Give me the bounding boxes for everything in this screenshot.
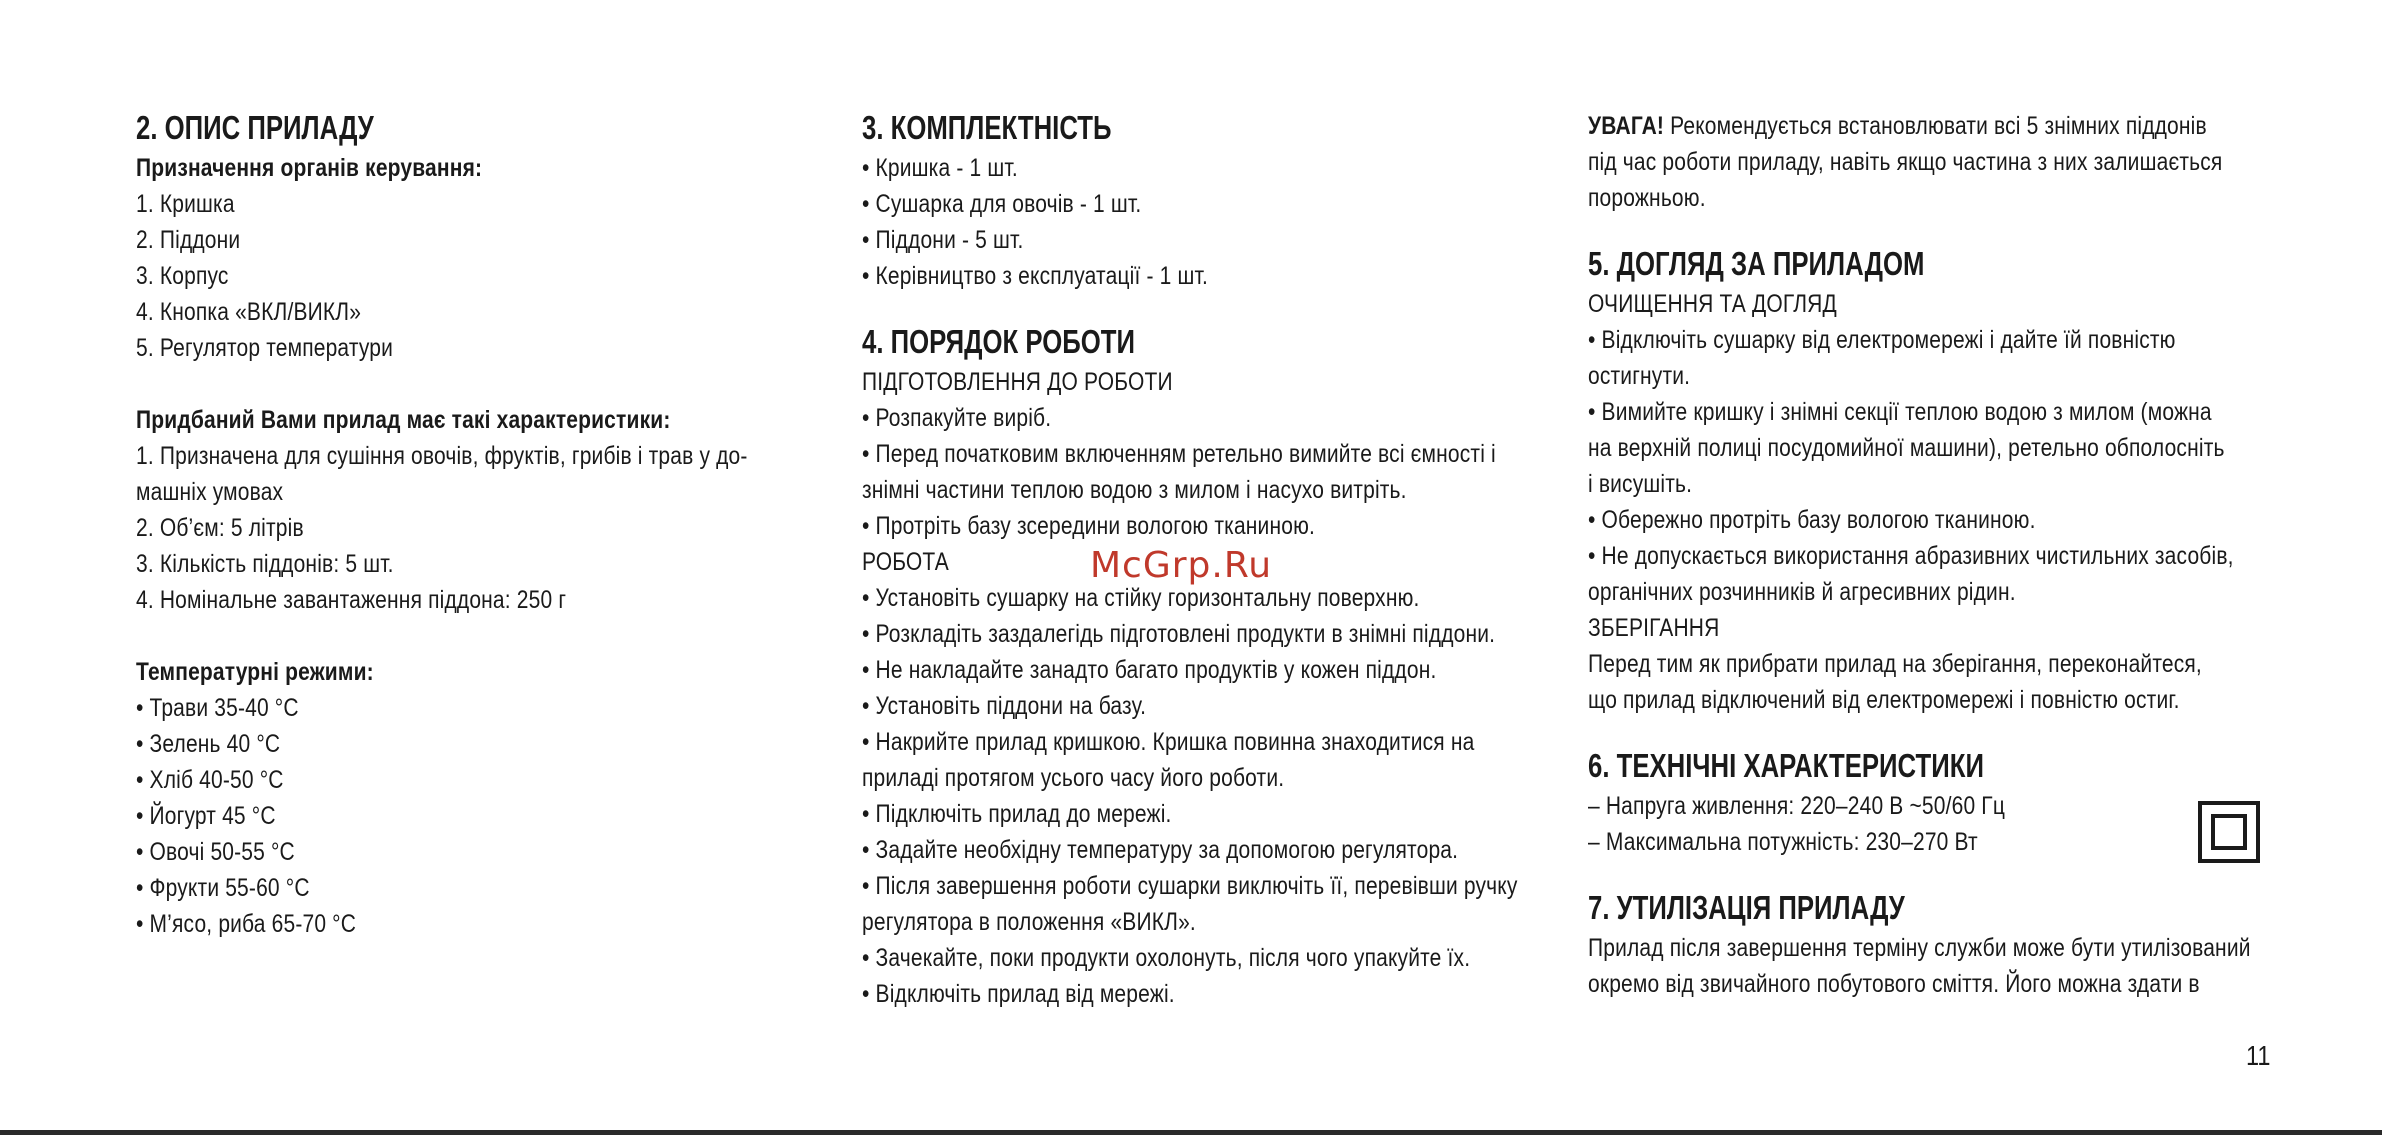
controls-item: 2. Піддони <box>136 226 241 254</box>
kit-item: • Сушарка для овочів - 1 шт. <box>862 190 1142 218</box>
controls-item: 1. Кришка <box>136 190 235 218</box>
section-6-title: 6. ТЕХНІЧНІ ХАРАКТЕРИСТИКИ <box>1588 747 1984 784</box>
specs-line: 4. Номінальне завантаження піддона: 250 г <box>136 586 567 614</box>
warning-text: Рекомендується встановлювати всі 5 знімних піддонів <box>1664 112 2207 140</box>
work-line: приладі протягом усього часу його роботи. <box>862 764 1285 792</box>
prep-line: • Розпакуйте виріб. <box>862 404 1052 432</box>
specs-line: 3. Кількість піддонів: 5 шт. <box>136 550 394 578</box>
warning-line: порожньою. <box>1588 184 1706 212</box>
work-line: • Накрийте прилад кришкою. Кришка повинна знаходитися на <box>862 728 1475 756</box>
care-line: • Обережно протріть базу вологою тканиною. <box>1588 506 2036 534</box>
section-2-title: 2. ОПИС ПРИЛАДУ <box>136 109 374 146</box>
care-line: органічних розчинників й агресивних рідин. <box>1588 578 2016 606</box>
work-line: • Розкладіть заздалегідь підготовлені продукти в знімні піддони. <box>862 620 1496 648</box>
tech-line: – Максимальна потужність: 230–270 Вт <box>1588 828 1978 856</box>
work-line: • Установіть піддони на базу. <box>862 692 1147 720</box>
controls-item: 5. Регулятор температури <box>136 334 394 362</box>
storage-line: Перед тим як прибрати прилад на зберігання, переконайтеся, <box>1588 650 2202 678</box>
care-line: • Вимийте кришку і знімні секції теплою водою з милом (можна <box>1588 398 2212 426</box>
storage-heading: ЗБЕРІГАННЯ <box>1588 614 1720 642</box>
controls-heading: Призначення органів керування: <box>136 154 483 182</box>
temps-item: • М’ясо, риба 65-70 °C <box>136 910 357 938</box>
double-square-class-ii-icon <box>2198 801 2260 863</box>
column-3 <box>1588 108 2268 1002</box>
section-3-title: 3. КОМПЛЕКТНІСТЬ <box>862 109 1112 146</box>
temps-item: • Хліб 40-50 °C <box>136 766 284 794</box>
kit-item: • Керівництво з експлуатації - 1 шт. <box>862 262 1208 290</box>
care-line: • Відключіть сушарку від електромережі і дайте їй повністю <box>1588 326 2176 354</box>
work-line: • Відключіть прилад від мережі. <box>862 980 1175 1008</box>
watermark: McGrp.Ru <box>1090 545 1273 586</box>
care-line: на верхній полиці посудомийної машини), ретельно обполосніть <box>1588 434 2225 462</box>
prep-line: знімні частини теплою водою з милом і насухо витріть. <box>862 476 1407 504</box>
page-number: 11 <box>2246 1040 2271 1071</box>
bottom-border <box>0 1130 2382 1135</box>
work-line: • Задайте необхідну температуру за допомогою регулятора. <box>862 836 1459 864</box>
kit-item: • Кришка - 1 шт. <box>862 154 1018 182</box>
specs-line: машніх умовах <box>136 478 284 506</box>
section-4-title: 4. ПОРЯДОК РОБОТИ <box>862 323 1135 360</box>
temps-item: • Овочі 50-55 °C <box>136 838 295 866</box>
controls-item: 4. Кнопка «ВКЛ/ВИКЛ» <box>136 298 362 326</box>
work-heading: РОБОТА <box>862 548 949 576</box>
column-1 <box>136 108 836 942</box>
controls-item: 3. Корпус <box>136 262 229 290</box>
work-line: • Не накладайте занадто багато продуктів у кожен піддон. <box>862 656 1437 684</box>
specs-heading: Придбаний Вами прилад має такі характеристики: <box>136 406 671 434</box>
work-line: • Зачекайте, поки продукти охолонуть, після чого упакуйте їх. <box>862 944 1471 972</box>
work-line: • Установіть сушарку на стійку горизонтальну поверхню. <box>862 584 1420 612</box>
disposal-line: Прилад після завершення терміну служби може бути утилізований <box>1588 934 2251 962</box>
section-7-title: 7. УТИЛІЗАЦІЯ ПРИЛАДУ <box>1588 889 1905 926</box>
prep-heading: ПІДГОТОВЛЕННЯ ДО РОБОТИ <box>862 368 1173 396</box>
disposal-line: окремо від звичайного побутового сміття. Його можна здати в <box>1588 970 2200 998</box>
specs-line: 1. Призначена для сушіння овочів, фруктів, грибів і трав у до- <box>136 442 748 470</box>
warning-line: під час роботи приладу, навіть якщо частина з них залишається <box>1588 148 2223 176</box>
care-heading: ОЧИЩЕННЯ ТА ДОГЛЯД <box>1588 290 1837 318</box>
storage-line: що прилад відключений від електромережі і повністю остиг. <box>1588 686 2180 714</box>
work-line: регулятора в положення «ВИКЛ». <box>862 908 1196 936</box>
temps-item: • Йогурт 45 °C <box>136 802 276 830</box>
temps-heading: Температурні режими: <box>136 658 374 686</box>
temps-item: • Зелень 40 °C <box>136 730 281 758</box>
prep-line: • Перед початковим включенням ретельно вимийте всі ємності і <box>862 440 1496 468</box>
kit-item: • Піддони - 5 шт. <box>862 226 1024 254</box>
work-line: • Після завершення роботи сушарки виключіть її, перевівши ручку <box>862 872 1518 900</box>
warning-label: УВАГА! <box>1588 112 1665 140</box>
temps-item: • Трави 35-40 °C <box>136 694 299 722</box>
care-line: і висушіть. <box>1588 470 1693 498</box>
prep-line: • Протріть базу зсередини вологою тканиною. <box>862 512 1315 540</box>
care-line: • Не допускається використання абразивних чистильних засобів, <box>1588 542 2234 570</box>
warning-line <box>1588 108 2207 144</box>
work-line: • Підключіть прилад до мережі. <box>862 800 1172 828</box>
care-line: остигнути. <box>1588 362 1691 390</box>
temps-item: • Фрукти 55-60 °C <box>136 874 310 902</box>
specs-line: 2. Об’єм: 5 літрів <box>136 514 304 542</box>
tech-line: – Напруга живлення: 220–240 В ~50/60 Гц <box>1588 792 2006 820</box>
section-5-title: 5. ДОГЛЯД ЗА ПРИЛАДОМ <box>1588 245 1925 282</box>
